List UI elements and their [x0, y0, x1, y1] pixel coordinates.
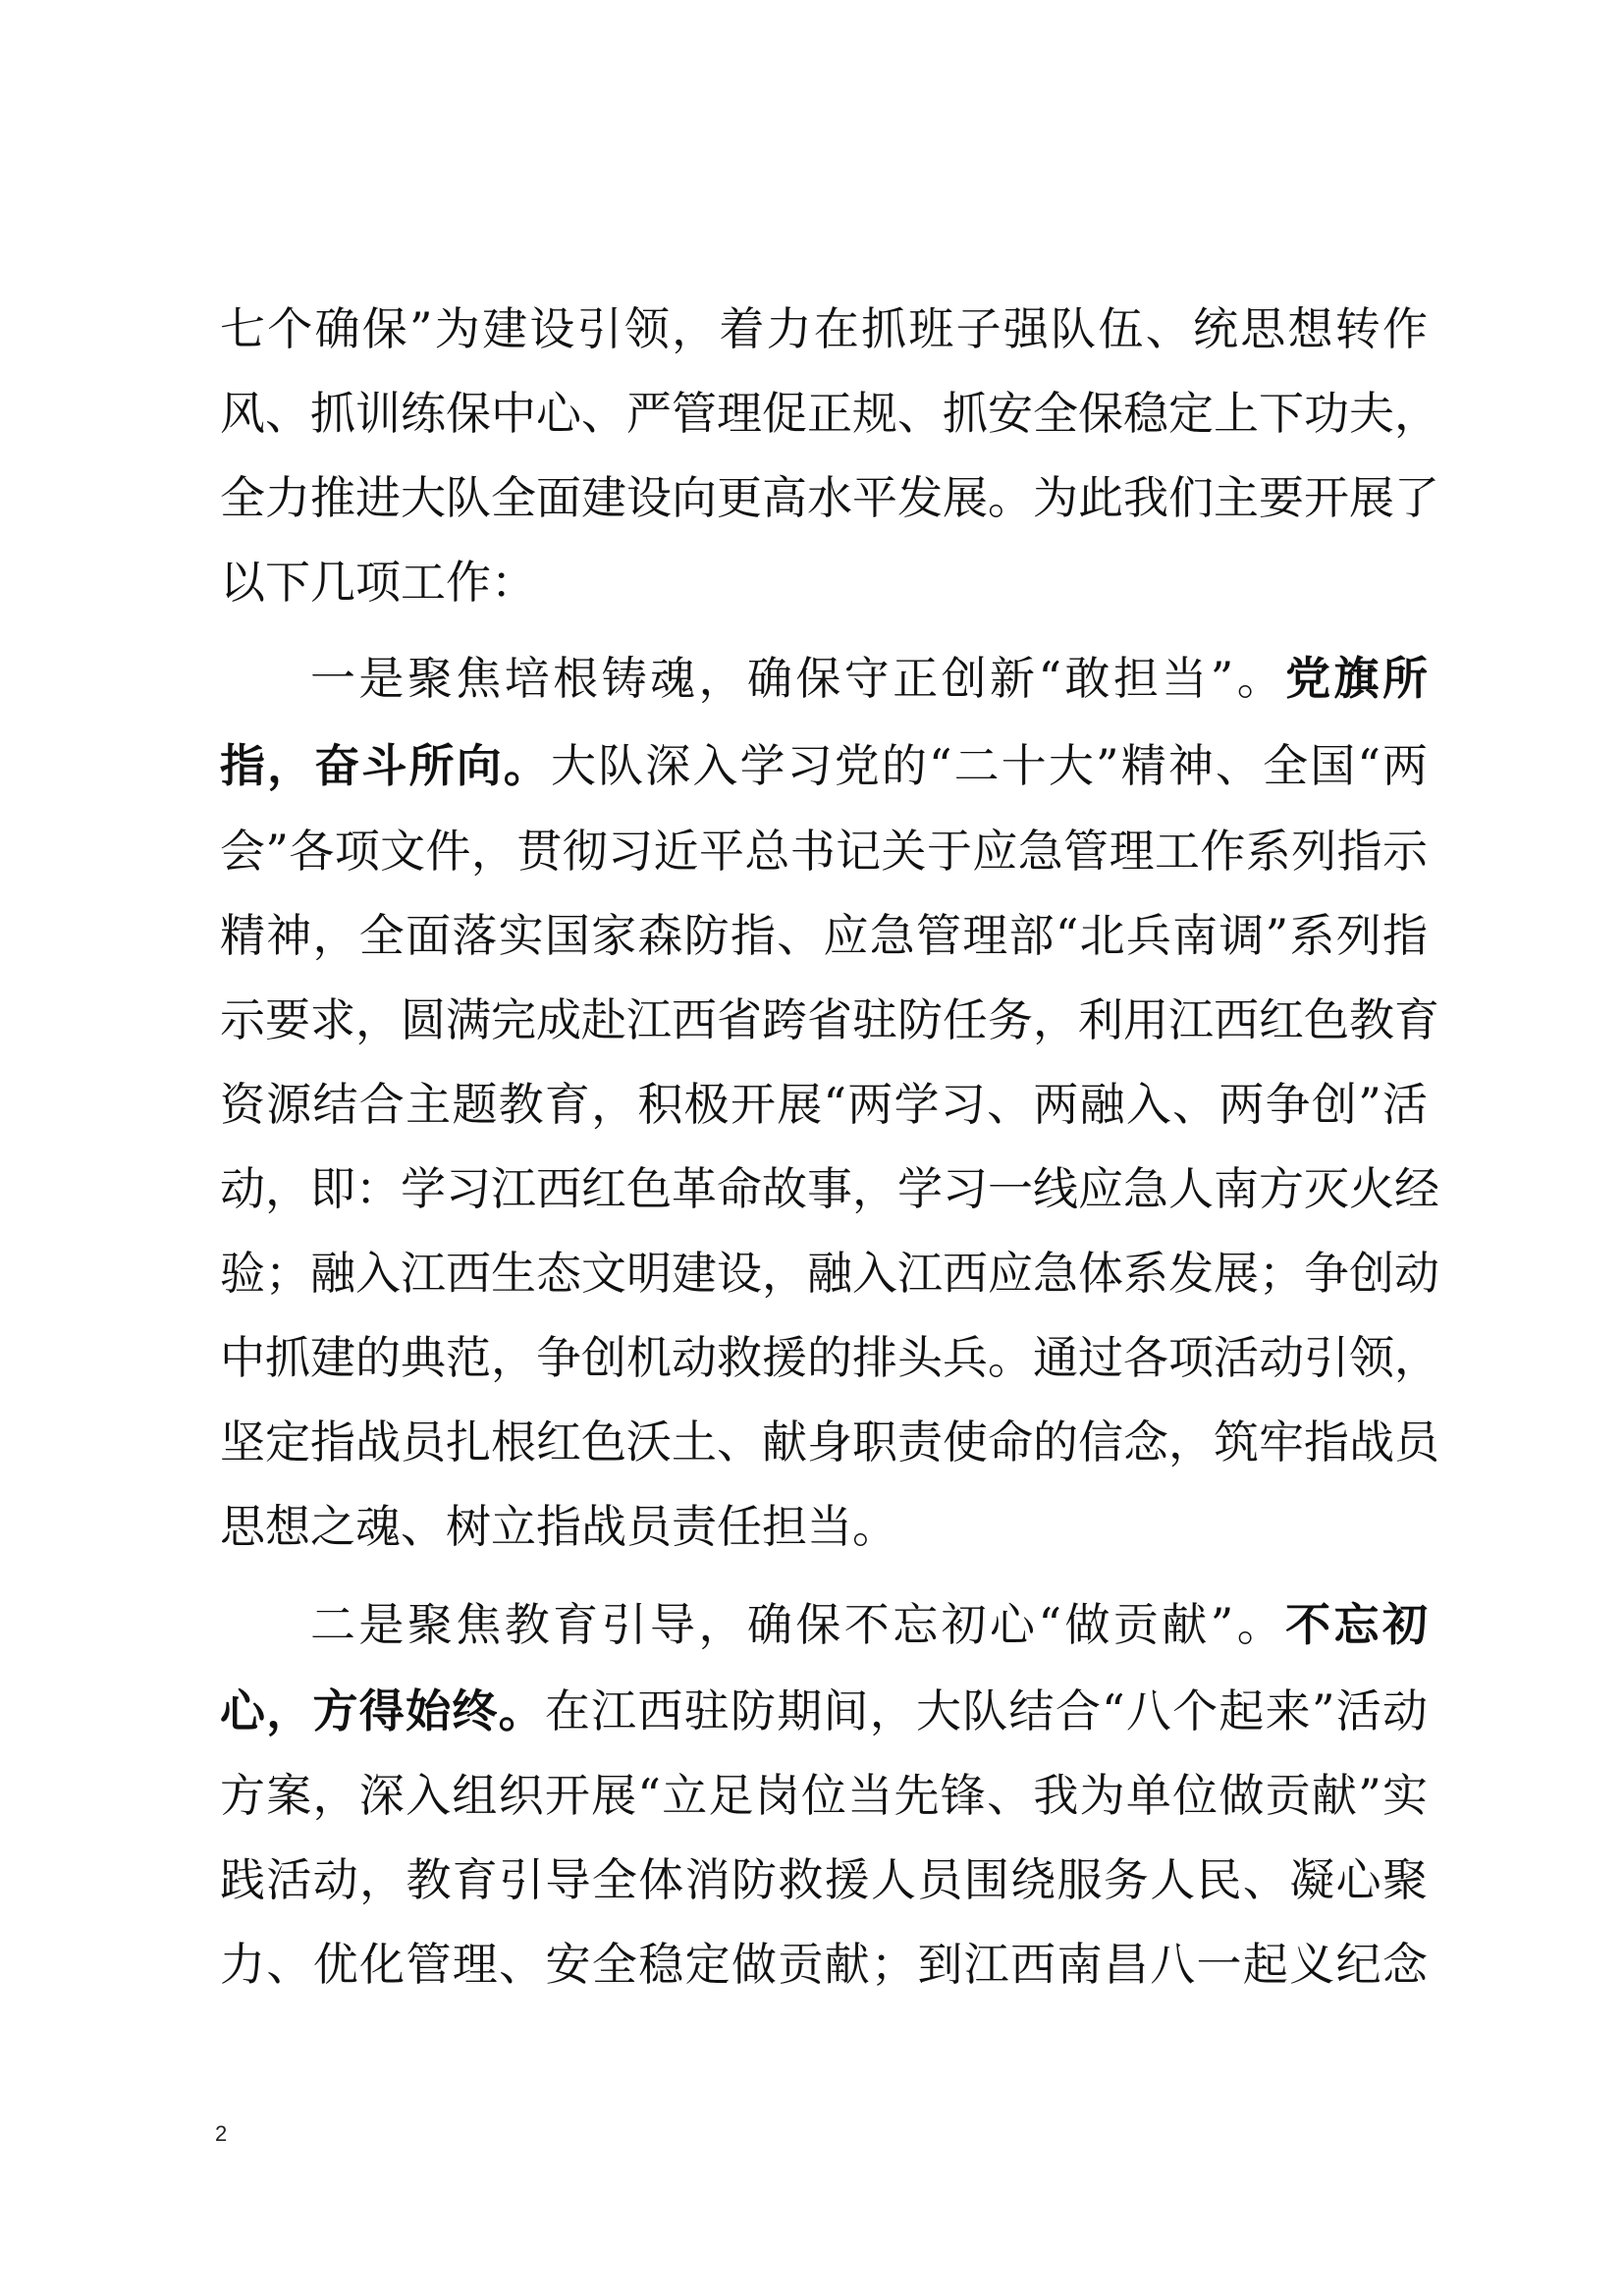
- text-line: 践活动，教育引导全体消防救援人员围绕服务人民、凝心聚: [220, 1853, 1428, 1906]
- text-line: 精神，全面落实国家森防指、应急管理部“北兵南调”系列指: [220, 909, 1428, 962]
- heading-bold-text: 党旗所: [1285, 652, 1428, 705]
- text-line: 风、抓训练保中心、严管理促正规、抓安全保稳定上下功夫，: [220, 387, 1439, 440]
- text-line: 以下几项工作：: [220, 556, 536, 609]
- text-line: 思想之魂、树立指战员责任担当。: [220, 1500, 897, 1553]
- paragraph-one-heading-line: [310, 644, 1428, 713]
- heading-normal-text: 二是聚焦教育引导，确保不忘初心“做贡献”。: [310, 1598, 1286, 1651]
- paragraph-two-heading-line: [310, 1590, 1428, 1659]
- body-text: 大队深入学习党的“二十大”精神、全国“两: [550, 739, 1428, 792]
- text-line: 方案，深入组织开展“立足岗位当先锋、我为单位做贡献”实: [220, 1769, 1428, 1822]
- text-line: 动，即：学习江西红色革命故事，学习一线应急人南方灭火经: [220, 1162, 1439, 1215]
- text-line: 会”各项文件，贯彻习近平总书记关于应急管理工作系列指示: [220, 825, 1428, 878]
- text-line: 七个确保”为建设引领，着力在抓班子强队伍、统思想转作: [220, 302, 1428, 355]
- body-text: 在江西驻防期间，大队结合“八个起来”活动: [544, 1684, 1428, 1737]
- text-line: 力、优化管理、安全稳定做贡献；到江西南昌八一起义纪念: [220, 1938, 1428, 1991]
- text-line: 示要求，圆满完成赴江西省跨省驻防任务，利用江西红色教育: [220, 993, 1439, 1046]
- text-line: 中抓建的典范，争创机动救援的排头兵。通过各项活动引领，: [220, 1331, 1439, 1384]
- heading-bold-text: 不忘初: [1285, 1598, 1428, 1651]
- text-line: 全力推进大队全面建设向更高水平发展。为此我们主要开展了: [220, 471, 1439, 524]
- text-line: 资源结合主题教育，积极开展“两学习、两融入、两争创”活: [220, 1078, 1428, 1131]
- text-line: 坚定指战员扎根红色沃土、献身职责使命的信念，筑牢指战员: [220, 1415, 1439, 1468]
- heading-normal-text: 一是聚焦培根铸魂，确保守正创新“敢担当”。: [310, 652, 1286, 705]
- page-number: 2: [215, 2121, 228, 2146]
- heading-bold-text: 指，奋斗所向。: [220, 739, 551, 792]
- text-line: [220, 1677, 1428, 1745]
- text-line: [220, 731, 1428, 800]
- heading-bold-text: 心，方得始终。: [220, 1684, 545, 1737]
- text-line: 验；融入江西生态文明建设，融入江西应急体系发展；争创动: [220, 1247, 1439, 1300]
